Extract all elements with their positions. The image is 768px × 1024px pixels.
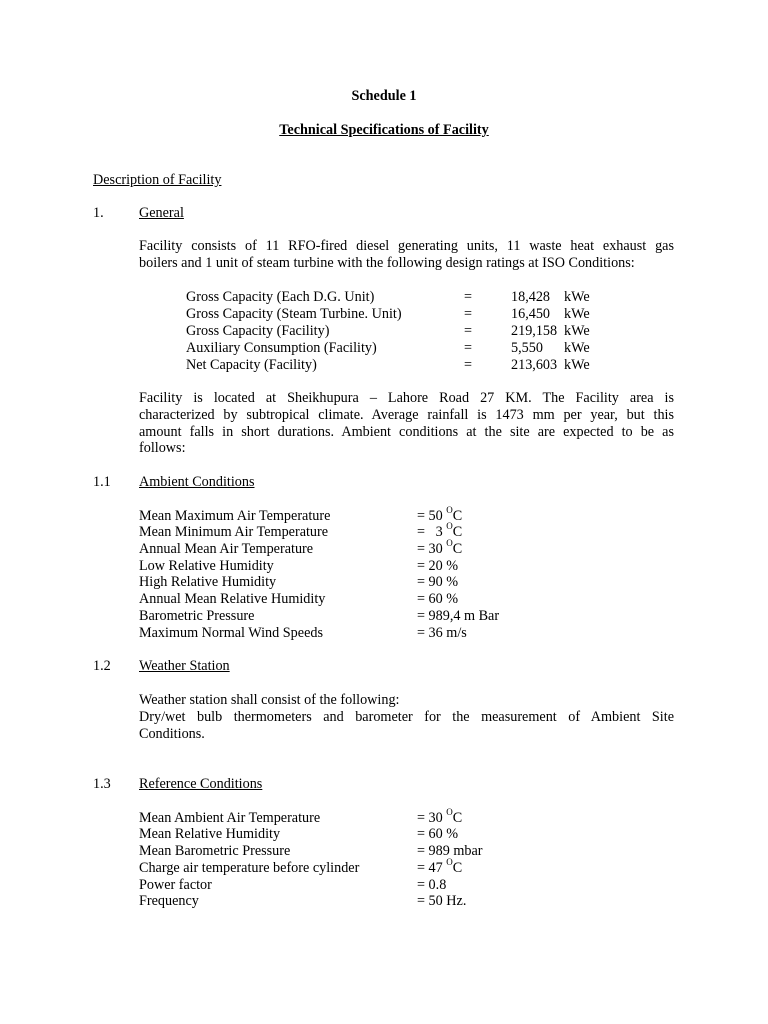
value-text: = 3 xyxy=(417,524,447,540)
ambient-value xyxy=(417,521,463,541)
reference-value: = 60 % xyxy=(417,826,459,842)
rating-equals: = xyxy=(464,357,473,373)
reference-label: Mean Ambient Air Temperature xyxy=(139,810,321,826)
value-text: = 30 xyxy=(417,810,447,826)
rating-value: 213,603 xyxy=(511,357,558,373)
unit-text: C xyxy=(452,524,463,540)
ambient-value: = 36 m/s xyxy=(417,625,467,641)
rating-equals: = xyxy=(464,289,473,305)
paragraph-line: boilers and 1 unit of steam turbine with the following design ratings at ISO Conditions: xyxy=(139,254,635,271)
reference-row xyxy=(0,893,768,910)
section-heading-weather: Weather Station xyxy=(139,658,230,674)
ambient-row xyxy=(0,625,768,642)
reference-label: Charge air temperature before cylinder xyxy=(139,860,360,876)
ambient-value: = 989,4 m Bar xyxy=(417,608,500,624)
unit-text: C xyxy=(452,541,463,557)
description-heading: Description of Facility xyxy=(93,172,222,188)
weather-intro: Weather station shall consist of the following: xyxy=(139,692,400,708)
unit-text: C xyxy=(452,810,463,826)
rating-unit: kWe xyxy=(564,306,590,322)
section-heading-ambient: Ambient Conditions xyxy=(139,474,255,490)
degree-sup: O xyxy=(446,505,453,516)
rating-value: 219,158 xyxy=(511,323,558,339)
paragraph-line: Facility is located at Sheikhupura – Lahore Road 27 KM. The Facility area is xyxy=(139,390,674,406)
rating-row xyxy=(0,340,768,357)
value-text: = 50 xyxy=(417,508,447,524)
degree-sup: O xyxy=(446,538,453,549)
rating-label: Gross Capacity (Each D.G. Unit) xyxy=(186,289,375,305)
paragraph-line: Dry/wet bulb thermometers and barometer for the measurement of Ambient Site xyxy=(139,709,674,725)
ambient-value xyxy=(417,505,463,525)
ambient-label: Low Relative Humidity xyxy=(139,558,274,574)
weather-paragraph xyxy=(139,709,674,743)
paragraph-line: Facility consists of 11 RFO-fired diesel generating units, 11 waste heat exhaust gas xyxy=(139,238,674,254)
rating-label: Gross Capacity (Facility) xyxy=(186,323,330,339)
rating-unit: kWe xyxy=(564,323,590,339)
ambient-value xyxy=(417,538,463,558)
rating-equals: = xyxy=(464,340,473,356)
value-text: = 47 xyxy=(417,860,447,876)
rating-row xyxy=(0,289,768,306)
ambient-label: High Relative Humidity xyxy=(139,574,277,590)
reference-label: Mean Relative Humidity xyxy=(139,826,281,842)
rating-unit: kWe xyxy=(564,357,590,373)
ambient-row xyxy=(0,608,768,625)
reference-value xyxy=(417,857,463,877)
ambient-label: Annual Mean Air Temperature xyxy=(139,541,314,557)
rating-label: Auxiliary Consumption (Facility) xyxy=(186,340,377,356)
paragraph-line: characterized by subtropical climate. Average rainfall is 1473 mm per year, but this xyxy=(139,406,674,423)
value-text: = 30 xyxy=(417,541,447,557)
rating-unit: kWe xyxy=(564,289,590,305)
rating-label: Gross Capacity (Steam Turbine. Unit) xyxy=(186,306,402,322)
ambient-value: = 20 % xyxy=(417,558,459,574)
ambient-row xyxy=(0,521,768,541)
ambient-label: Mean Maximum Air Temperature xyxy=(139,508,331,524)
rating-value: 18,428 xyxy=(511,289,551,305)
section-number-general: 1. xyxy=(93,205,104,221)
rating-row xyxy=(0,306,768,323)
degree-sup: O xyxy=(446,807,453,818)
section-number-weather: 1.2 xyxy=(93,658,111,674)
general-paragraph xyxy=(139,238,674,272)
reference-row xyxy=(0,877,768,894)
section-number-reference: 1.3 xyxy=(93,776,111,792)
ambient-label: Mean Minimum Air Temperature xyxy=(139,524,329,540)
section-heading-reference: Reference Conditions xyxy=(139,776,263,792)
reference-value: = 50 Hz. xyxy=(417,893,467,909)
section-heading-general: General xyxy=(139,205,184,221)
unit-text: C xyxy=(452,508,463,524)
section-number-ambient: 1.1 xyxy=(93,474,111,490)
rating-equals: = xyxy=(464,306,473,322)
reference-label: Mean Barometric Pressure xyxy=(139,843,291,859)
reference-row xyxy=(0,843,768,860)
ambient-row xyxy=(0,591,768,608)
ambient-row xyxy=(0,574,768,591)
reference-row xyxy=(0,826,768,843)
rating-row xyxy=(0,323,768,340)
schedule-title: Schedule 1 xyxy=(351,88,417,104)
reference-label: Power factor xyxy=(139,877,212,893)
rating-equals: = xyxy=(464,323,473,339)
reference-value xyxy=(417,807,463,827)
ambient-label: Annual Mean Relative Humidity xyxy=(139,591,326,607)
ambient-row xyxy=(0,558,768,575)
location-paragraph xyxy=(139,390,674,457)
ambient-row xyxy=(0,505,768,525)
reference-value: = 0.8 xyxy=(417,877,447,893)
rating-unit: kWe xyxy=(564,340,590,356)
paragraph-line: follows: xyxy=(139,440,186,457)
rating-value: 5,550 xyxy=(511,340,543,356)
unit-text: C xyxy=(452,860,463,876)
reference-row xyxy=(0,807,768,827)
degree-sup: O xyxy=(446,857,453,868)
ambient-label: Barometric Pressure xyxy=(139,608,255,624)
reference-row xyxy=(0,857,768,877)
ambient-label: Maximum Normal Wind Speeds xyxy=(139,625,323,641)
paragraph-line: Conditions. xyxy=(139,725,205,742)
reference-value: = 989 mbar xyxy=(417,843,483,859)
ambient-row xyxy=(0,538,768,558)
document-title: Technical Specifications of Facility xyxy=(279,122,489,138)
reference-label: Frequency xyxy=(139,893,199,909)
ambient-value: = 90 % xyxy=(417,574,459,590)
ambient-value: = 60 % xyxy=(417,591,459,607)
rating-label: Net Capacity (Facility) xyxy=(186,357,317,373)
paragraph-line: amount falls in short durations. Ambient conditions at the site are expected to be as xyxy=(139,423,674,440)
degree-sup: O xyxy=(446,521,453,532)
rating-value: 16,450 xyxy=(511,306,551,322)
rating-row xyxy=(0,357,768,374)
